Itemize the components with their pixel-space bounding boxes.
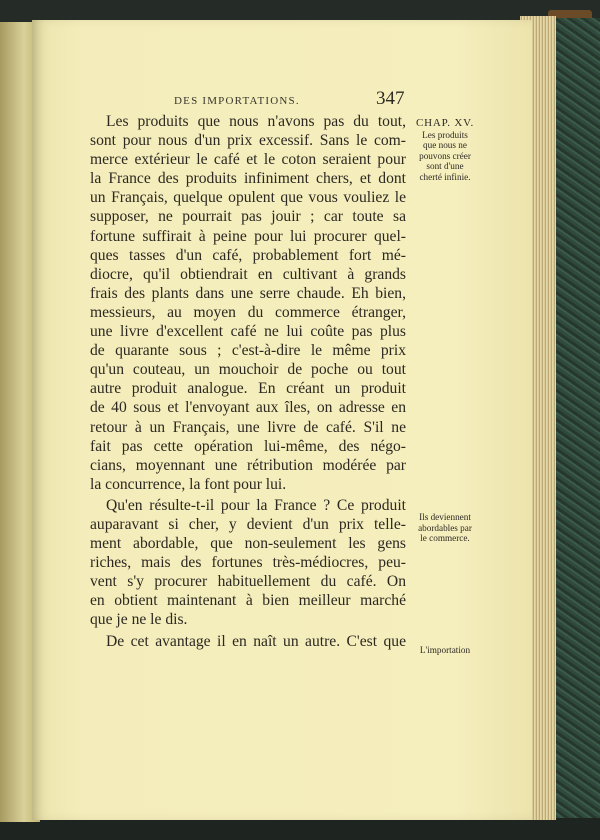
running-head: DES IMPORTATIONS. [174,95,300,107]
margin-note-commerce [410,512,480,544]
text-line: une livre d'excellent café ne lui coûte pas plus [90,323,406,341]
margin-note-chapter [410,118,480,182]
text-line: Qu'en résulte-t-il pour la France ? Ce produit [106,496,406,514]
text-line: riches, mais des fortunes très-médiocres, peu- [90,554,406,572]
text-line: de 40 sous et l'envoyant aux îles, on adresse en [90,399,406,417]
text-line: merce extérieur le café et le coton seraient pour [90,151,406,169]
text-line: qu'un couteau, un mouchoir de poche ou tout [90,361,406,379]
text-line: la concurrence, la font pour lui. [90,475,287,493]
text-line: Les produits que nous n'avons pas du tout, [106,113,406,130]
text-line: messieurs, au moyen du commerce étranger, [90,303,406,321]
text-line: cians, moyennant une rétribution modérée par [90,456,406,474]
text-line: frais des plants dans une serre chaude. Eh bien, [90,284,406,302]
text-line: fortune suffirait à peine pour lui procurer quel- [90,227,406,245]
text-line: en obtient maintenant à bien meilleur marché [90,592,406,610]
text-line: diocre, qu'il obtiendrait en cultivant à grands [90,265,406,283]
text-line: sont pour nous d'un prix excessif. Sans le com- [90,132,406,150]
margin-note-line: que nous ne [423,140,467,150]
margin-note-line: pouvons créer [419,150,471,161]
margin-note-line: sont d'une [426,161,464,171]
margin-note-importation [410,645,480,656]
text-line: auparavant si cher, y devient d'un prix telle- [90,515,406,533]
text-line: De cet avantage il en naît un autre. C'est que [106,632,406,650]
paragraph [90,112,406,494]
text-line: vent s'y procurer habituellement du café. On [90,573,406,591]
text-line: retour à un Français, une livre de café. S'il ne [90,418,406,436]
marbled-cover [556,18,600,818]
page-number: 347 [376,88,405,109]
paragraph [90,632,406,651]
margin-note-line: L'importation [419,645,471,655]
text-line: fait pas cette opération lui-même, des négo- [90,437,406,455]
chapter-label: CHAP. XV. [415,117,475,129]
text-line: la France des produits infiniment chers, et dont [90,170,406,188]
text-line: autre produit analogue. En créant un produit [90,380,406,398]
book-board-top [0,0,600,22]
margin-note-line: cherté infinie. [419,171,471,182]
text-line: ment abordable, que non-seulement les gens [90,535,406,553]
text-line: de quarante sous ; c'est-à-dire le même prix [90,342,406,360]
margin-note-line: le commerce. [420,533,470,543]
text-line: ques tasses d'un café, probablement fort mé- [90,246,406,264]
margin-note-line: abordables par [418,522,472,533]
text-line: que je ne le dis. [90,611,188,629]
paragraph [90,496,406,630]
text-line: supposer, ne pourrait pas jouir ; car toute sa [90,208,406,226]
margin-note-line: Ils deviennent [419,512,471,522]
body-text [90,112,406,651]
text-line: un Français, quelque opulent que vous vouliez le [90,189,406,207]
margin-note-line: Les produits [422,129,468,140]
